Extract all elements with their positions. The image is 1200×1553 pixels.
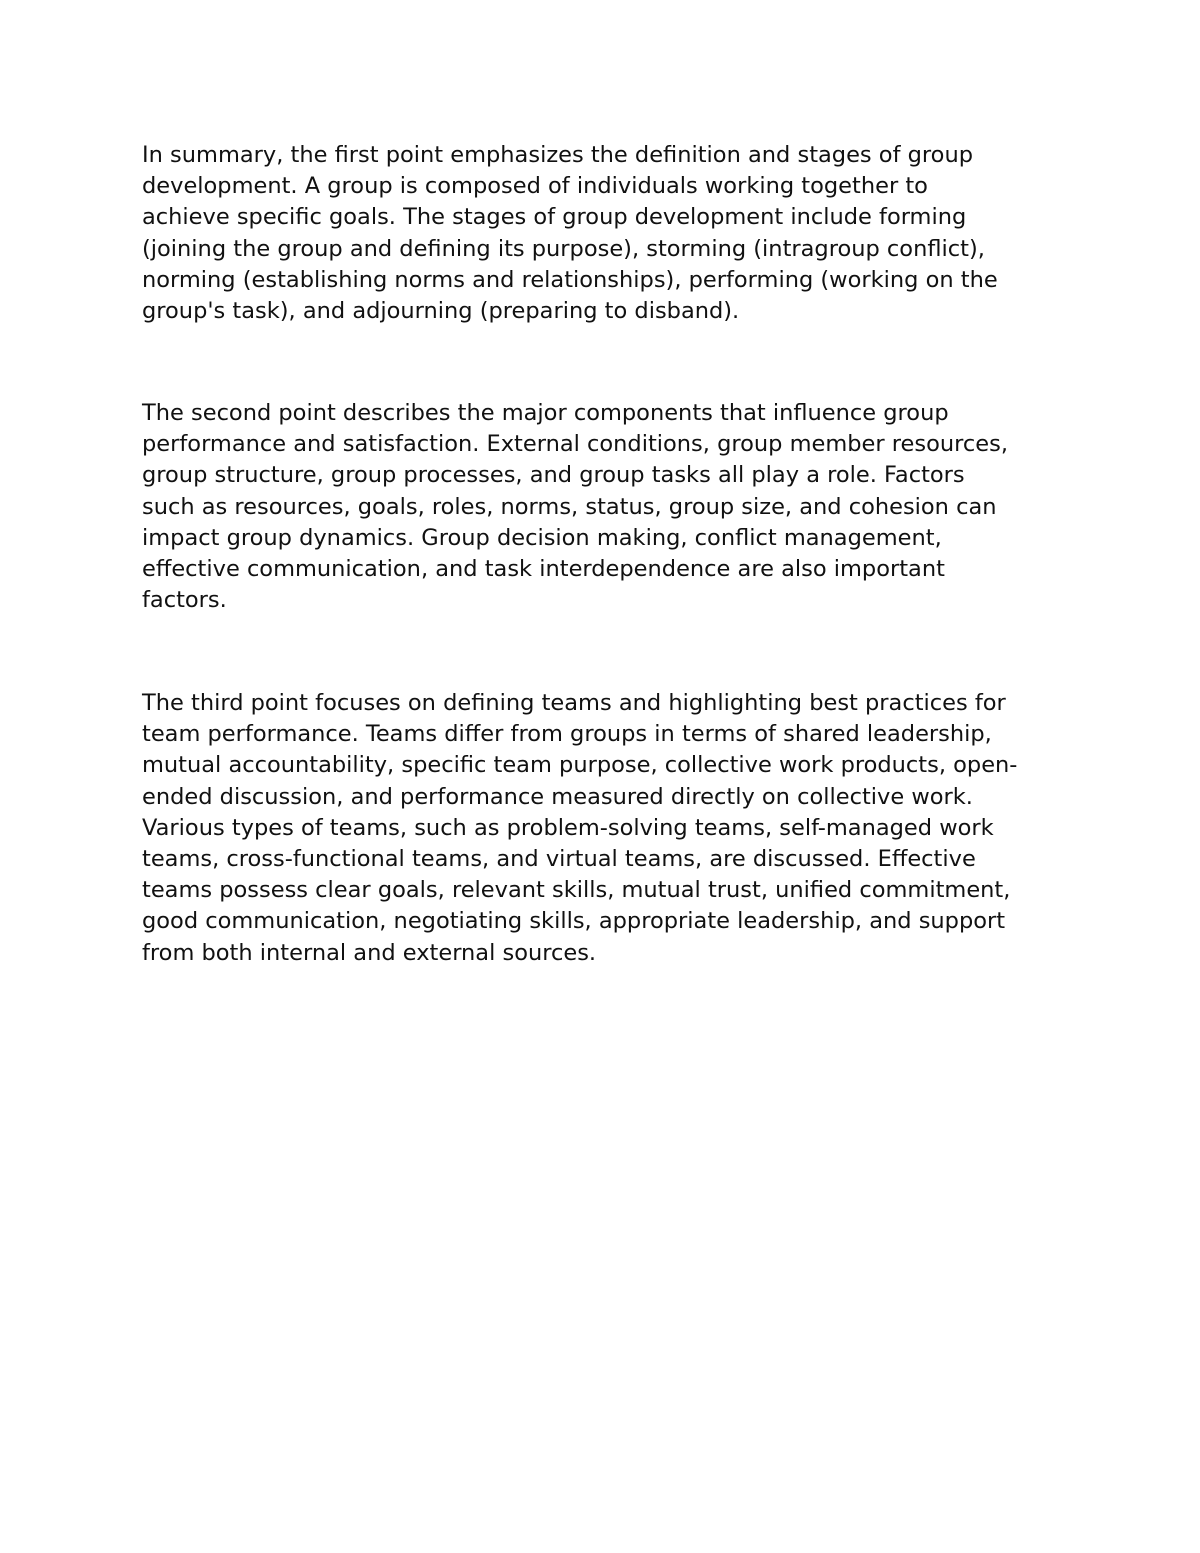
paragraph-teams	[142, 688, 1072, 969]
text-line: group's task), and adjourning (preparing to disband).	[142, 298, 740, 325]
paragraph-group-performance	[142, 398, 1072, 616]
text-line: impact group dynamics. Group decision making, conflict management,	[142, 524, 942, 551]
text-line: good communication, negotiating skills, appropriate leadership, and support	[142, 908, 1006, 935]
text-line: mutual accountability, specific team purpose, collective work products, open-	[142, 752, 1018, 779]
text-line: performance and satisfaction. External conditions, group member resources,	[142, 431, 1008, 458]
text-line: team performance. Teams differ from groups in terms of shared leadership,	[142, 721, 992, 748]
paragraph-group-development	[142, 140, 1072, 327]
text-line: The third point focuses on defining teams and highlighting best practices for	[142, 690, 1006, 716]
text-line: teams possess clear goals, relevant skills, mutual trust, unified commitment,	[142, 877, 1011, 904]
text-line: from both internal and external sources.	[142, 939, 597, 966]
text-line: factors.	[142, 587, 227, 614]
text-line: achieve specific goals. The stages of group development include forming	[142, 204, 967, 231]
text-line: development. A group is composed of individuals working together to	[142, 173, 928, 200]
text-line: In summary, the first point emphasizes the definition and stages of group	[142, 142, 973, 168]
text-line: ended discussion, and performance measured directly on collective work.	[142, 783, 973, 810]
text-line: group structure, group processes, and group tasks all play a role. Factors	[142, 462, 965, 489]
text-line: (joining the group and defining its purpose), storming (intragroup conflict),	[142, 235, 985, 262]
text-line: teams, cross-functional teams, and virtual teams, are discussed. Effective	[142, 846, 976, 873]
text-line: effective communication, and task interdependence are also important	[142, 556, 945, 583]
text-line: The second point describes the major components that influence group	[142, 400, 949, 426]
text-line: Various types of teams, such as problem-solving teams, self-managed work	[142, 814, 994, 841]
text-line: such as resources, goals, roles, norms, status, group size, and cohesion can	[142, 493, 997, 520]
text-line: norming (establishing norms and relationships), performing (working on the	[142, 266, 998, 293]
